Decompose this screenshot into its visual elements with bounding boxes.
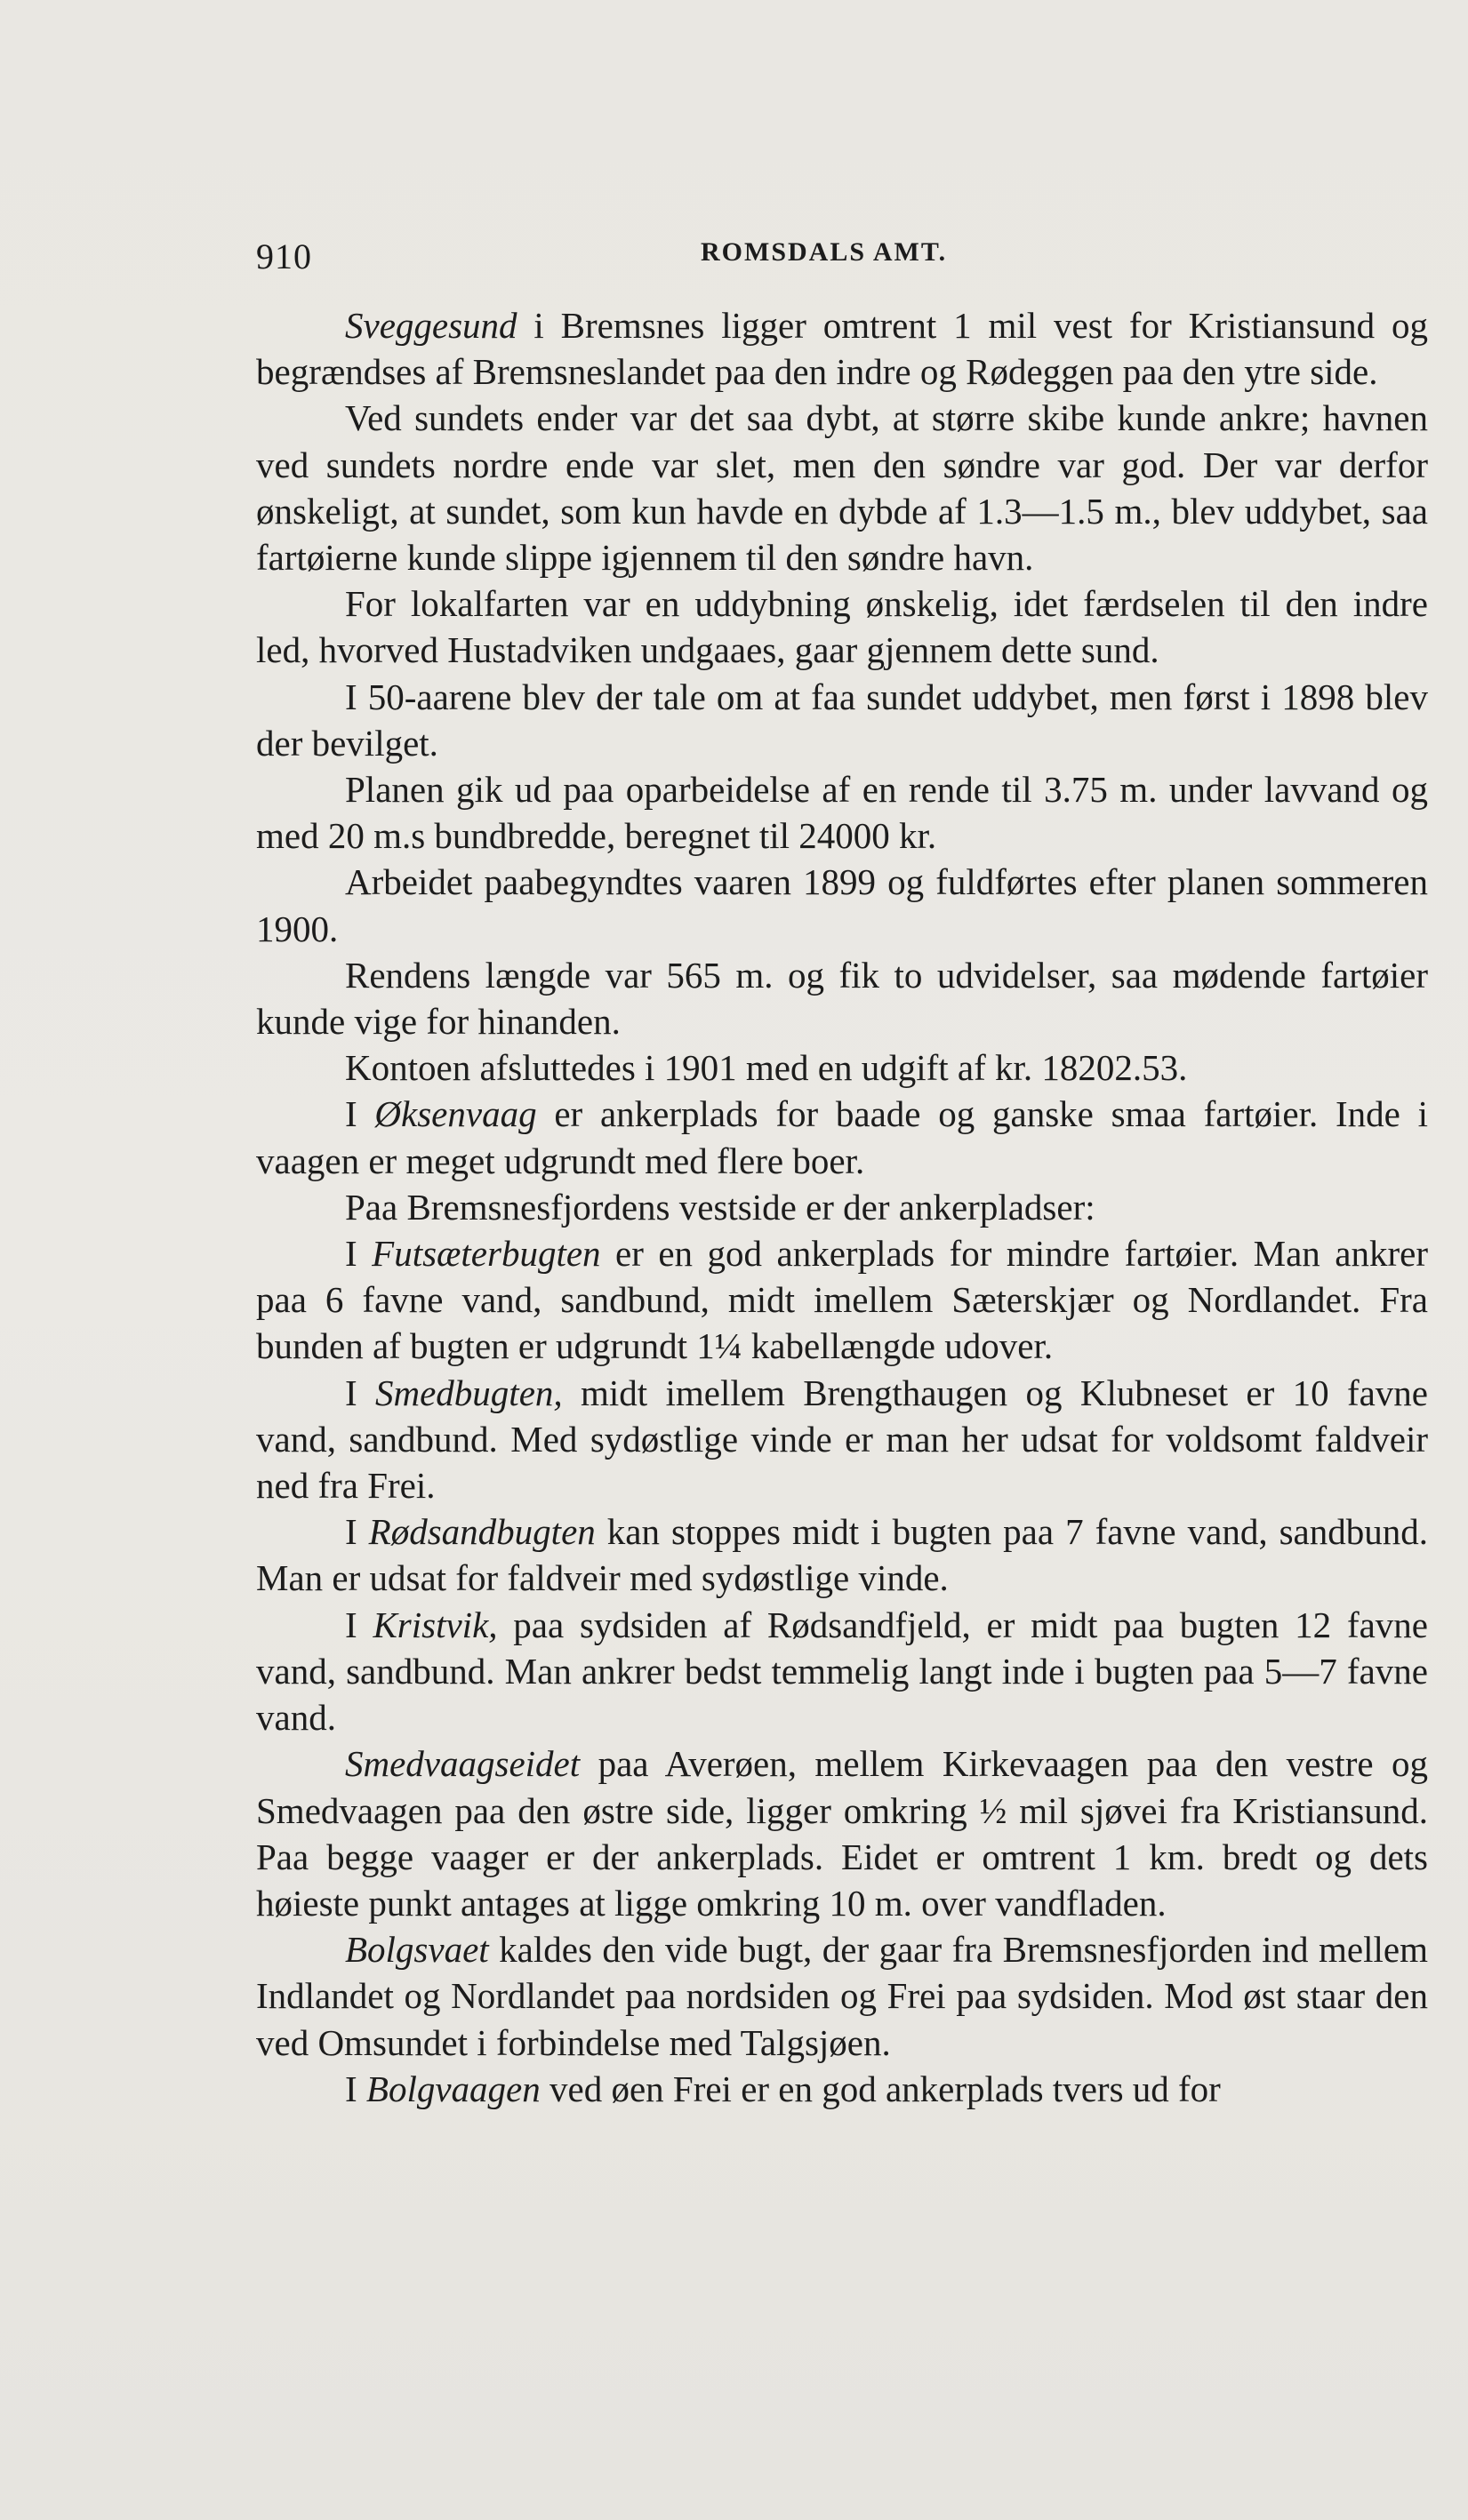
paragraph: I Rødsandbugten kan stoppes midt i bugten paa 7 favne vand, sandbund. Man er udsat for faldveir med sydøstlige vinde. bbox=[256, 1511, 1428, 1599]
italic-place-name: Bolgvaagen bbox=[365, 2068, 541, 2109]
paragraph: Rendens længde var 565 m. og fik to udvidelser, saa mødende fartøier kunde vige for hinanden. bbox=[256, 954, 1428, 1043]
paragraph: Sveggesund i Bremsnes ligger omtrent 1 mil vest for Kristiansund og begrændses af Bremsneslandet paa den indre og Rødeggen paa den ytre side. bbox=[256, 305, 1428, 393]
paragraph: I 50-aarene blev der tale om at faa sundet uddybet, men først i 1898 blev der bevilget. bbox=[256, 676, 1428, 764]
paragraph: Ved sundets ender var det saa dybt, at større skibe kunde ankre; havnen ved sundets nordre ende var slet, men den søndre var god. Der var derfor ønskeligt, at sundet, som kun havde en dybde af 1.3—1.5 m., blev uddybet, saa fartøierne kunde slippe igjennem til den søndre havn. bbox=[256, 397, 1428, 579]
italic-place-name: Sveggesund bbox=[345, 305, 517, 346]
italic-place-name: Futsæterbugten bbox=[372, 1233, 601, 1275]
paragraph: Kontoen afsluttedes i 1901 med en udgift af kr. 18202.53. bbox=[345, 1047, 1188, 1089]
paragraph: I Bolgvaagen ved øen Frei er en god ankerplads tvers ud for bbox=[345, 2068, 1221, 2109]
page-number: 910 bbox=[256, 236, 312, 276]
paragraph: Planen gik ud paa oparbeidelse af en rende til 3.75 m. under lavvand og med 20 m.s bundbredde, beregnet til 24000 kr. bbox=[256, 769, 1428, 857]
paragraph: For lokalfarten var en uddybning ønskelig, idet færdselen til den indre led, hvorved Hustadviken undgaaes, gaar gjennem dette sund. bbox=[256, 583, 1428, 671]
page-header bbox=[256, 236, 1305, 278]
paragraph: I Smedbugten, midt imellem Brengthaugen og Klubneset er 10 favne vand, sandbund. Med sydøstlige vinde er man her udsat for voldsomt faldveir ned fra Frei. bbox=[256, 1372, 1429, 1507]
paragraph: Bolgsvaet kaldes den vide bugt, der gaar fra Bremsnesfjorden ind mellem Indlandet og Nordlandet paa nordsiden og Frei paa sydsiden. Mod øst staar den ved Omsundet i forbindelse med Talgsjøen. bbox=[256, 1929, 1428, 2063]
italic-place-name: Kristvik, bbox=[373, 1604, 498, 1645]
paragraph: I Øksenvaag er ankerplads for baade og ganske smaa fartøier. Inde i vaagen er meget udgrundt med flere boer. bbox=[256, 1093, 1428, 1181]
paragraph: Arbeidet paabegyndtes vaaren 1899 og fuldførtes efter planen sommeren 1900. bbox=[256, 861, 1428, 949]
paragraph: I Futsæterbugten er en god ankerplads for mindre fartøier. Man ankrer paa 6 favne vand, sandbund, midt imellem Sæterskjær og Nordlandet. Fra bunden af bugten er udgrundt 1¼ kabellængde udover. bbox=[256, 1233, 1428, 1367]
body-text bbox=[256, 302, 1428, 2112]
paragraph: Smedvaagseidet paa Averøen, mellem Kirkevaagen paa den vestre og Smedvaagen paa den østre side, ligger omkring ½ mil sjøvei fra Kristiansund. Paa begge vaager er der ankerplads. Eidet er omtrent 1 km. bredt og dets høieste punkt antages at ligge omkring 10 m. over vandfladen. bbox=[256, 1743, 1428, 1924]
italic-place-name: Bolgsvaet bbox=[345, 1929, 489, 1971]
italic-place-name: Øksenvaag bbox=[374, 1093, 537, 1135]
italic-place-name: Rødsandbugten bbox=[368, 1511, 596, 1553]
paragraph: Paa Bremsnesfjordens vestside er der ankerpladser: bbox=[345, 1186, 1095, 1228]
italic-place-name: Smedbugten, bbox=[375, 1372, 563, 1413]
paragraph: I Kristvik, paa sydsiden af Rødsandfjeld, er midt paa bugten 12 favne vand, sandbund. Man ankrer bedst temmelig langt inde i bugten paa 5—7 favne vand. bbox=[256, 1604, 1429, 1739]
italic-place-name: Smedvaagseidet bbox=[345, 1743, 581, 1785]
running-title: ROMSDALS AMT. bbox=[701, 237, 948, 267]
